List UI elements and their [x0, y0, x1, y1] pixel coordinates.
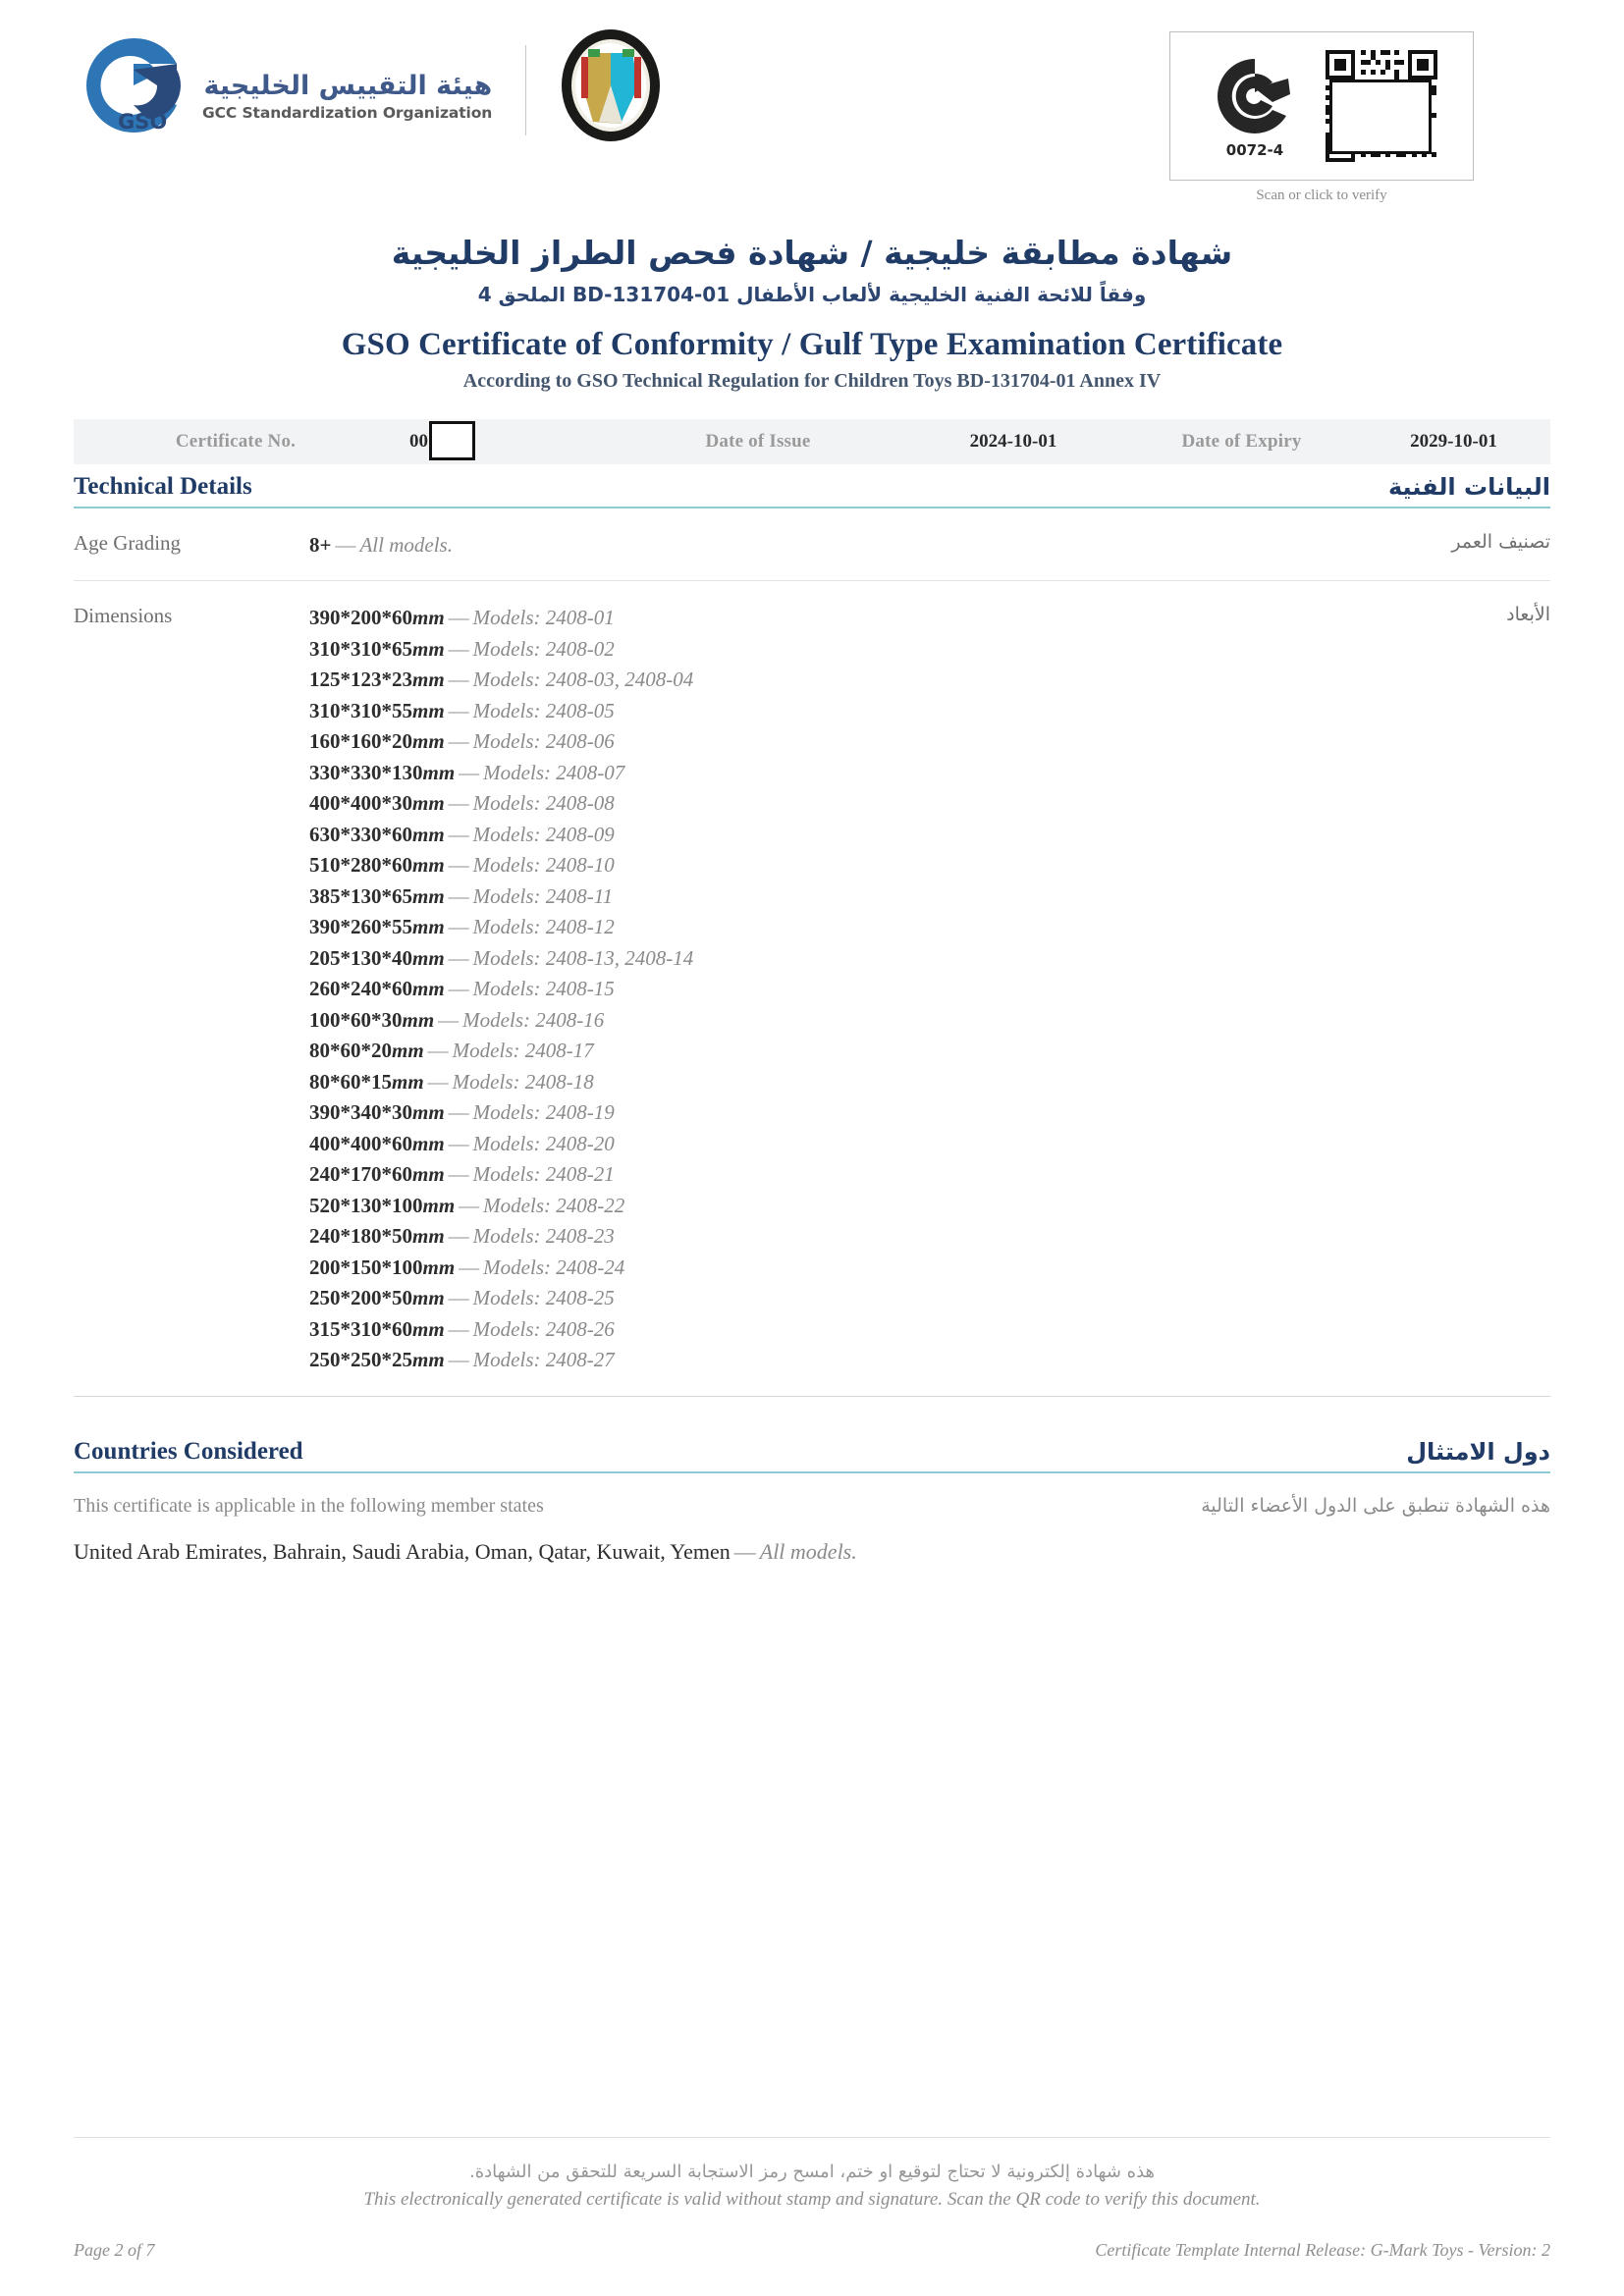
- technical-details-heading: [74, 464, 1550, 508]
- value-models: Models: 2408-20: [472, 1131, 615, 1155]
- value-unit: mm: [392, 1069, 424, 1094]
- value-models: Models: 2408-15: [472, 977, 615, 1001]
- technical-details-rows: [74, 508, 1550, 1397]
- gcc-emblem-icon: [560, 27, 662, 143]
- value-unit: mm: [422, 1255, 456, 1279]
- value-models: Models: 2408-18: [452, 1069, 594, 1094]
- value-line: [309, 974, 1305, 1005]
- value-line: [309, 1159, 1305, 1191]
- value-line: [309, 1221, 1305, 1253]
- value-models: Models: 2408-08: [472, 791, 615, 816]
- value-main: 630*330*60: [309, 822, 412, 846]
- table-row: [74, 581, 1550, 1397]
- value-main: 310*310*55: [309, 698, 412, 722]
- date-of-issue-value: 2024-10-01: [969, 430, 1057, 452]
- value-unit: mm: [412, 1162, 445, 1187]
- value-line: [309, 634, 1305, 666]
- value-dash: —: [448, 1162, 469, 1187]
- value-unit: mm: [412, 667, 445, 692]
- value-main: 200*150*100: [309, 1255, 423, 1279]
- value-dash: —: [427, 1039, 449, 1063]
- certificate-no-label: Certificate No.: [175, 430, 297, 452]
- value-models: Models: 2408-22: [483, 1193, 625, 1217]
- page-title-ar: شهادة مطابقة خليجية / شهادة فحص الطراز الخليجية: [391, 234, 1233, 272]
- value-dash: —: [448, 1286, 469, 1310]
- value-main: 400*400*30: [309, 791, 412, 816]
- value-line: [309, 1314, 1305, 1346]
- value-dash: —: [448, 1224, 469, 1249]
- value-dash: —: [448, 791, 469, 816]
- footer-note-en: This electronically generated certificate is valid without stamp and signature. Scan the QR code to verify this document.: [363, 2189, 1261, 2210]
- value-models: Models: 2408-09: [472, 822, 615, 846]
- value-line: [309, 1283, 1305, 1314]
- value-unit: mm: [412, 1316, 445, 1341]
- countries-dash: —: [733, 1538, 756, 1564]
- g-mark: [1204, 53, 1306, 159]
- verify-caption: Scan or click to verify: [1256, 187, 1387, 203]
- value-main: 315*310*60: [309, 1316, 412, 1341]
- certificate-no-redaction-box: [429, 421, 475, 460]
- value-line: [309, 1253, 1305, 1284]
- certificate-no-value: 00: [409, 430, 428, 452]
- footer-divider: [74, 2137, 1550, 2138]
- gso-org-name-en: GCC Standardization Organization: [202, 104, 493, 123]
- certificate-info-bar: [74, 419, 1550, 464]
- value-unit: mm: [412, 977, 445, 1001]
- date-of-issue-label-cell: [616, 431, 900, 453]
- verify-zone: [1169, 31, 1474, 204]
- page-number: Page 2 of 7: [74, 2240, 155, 2260]
- row-value: [309, 603, 1305, 1376]
- date-of-issue-value-cell: [900, 431, 1126, 453]
- g-mark-icon: [1212, 53, 1298, 139]
- value-unit: mm: [392, 1039, 424, 1063]
- value-main: 260*240*60: [309, 977, 412, 1001]
- row-label-ar: الأبعاد: [1506, 604, 1550, 626]
- page-footer: [74, 2137, 1550, 2261]
- value-models: Models: 2408-19: [472, 1100, 615, 1125]
- value-dash: —: [459, 1193, 480, 1217]
- countries-note-en: This certificate is applicable in the following member states: [74, 1494, 544, 1517]
- value-models: Models: 2408-13, 2408-14: [472, 945, 694, 970]
- value-line: [309, 1191, 1305, 1222]
- date-of-expiry-value: 2029-10-01: [1410, 430, 1497, 452]
- value-line: [309, 1036, 1305, 1067]
- value-dash: —: [448, 729, 469, 754]
- page-header: [74, 0, 1550, 211]
- page-title-en: GSO Certificate of Conformity / Gulf Type Examination Certificate: [341, 326, 1283, 362]
- value-main: 250*250*25: [309, 1348, 412, 1372]
- value-main: 205*130*40: [309, 945, 412, 970]
- table-row: [74, 508, 1550, 582]
- value-line: [309, 726, 1305, 758]
- countries-considered-heading: [74, 1429, 1550, 1473]
- value-models: Models: 2408-26: [472, 1316, 615, 1341]
- value-dash: —: [448, 606, 469, 630]
- value-dash: —: [448, 822, 469, 846]
- page-subtitle-en: According to GSO Technical Regulation for Children Toys BD-131704-01 Annex IV: [462, 369, 1162, 392]
- value-unit: mm: [412, 1100, 445, 1125]
- value-unit: mm: [412, 636, 445, 661]
- value-models: Models: 2408-07: [483, 760, 625, 784]
- countries-list-names: United Arab Emirates, Bahrain, Saudi Arabia, Oman, Qatar, Kuwait, Yemen: [74, 1538, 731, 1564]
- countries-list-suffix: All models.: [759, 1538, 857, 1564]
- row-label-ar: تصنيف العمر: [1451, 530, 1550, 553]
- value-models: Models: 2408-17: [452, 1039, 594, 1063]
- footer-bottom: [74, 2240, 1550, 2261]
- logo-divider: [525, 45, 526, 135]
- value-unit: mm: [412, 822, 445, 846]
- countries-heading-en: Countries Considered: [74, 1437, 303, 1465]
- value-dash: —: [448, 698, 469, 722]
- value-line: [309, 1345, 1305, 1376]
- value-dash: —: [448, 883, 469, 908]
- certificate-no-label-cell: [74, 431, 398, 453]
- value-main: 80*60*20: [309, 1039, 392, 1063]
- value-dash: —: [448, 853, 469, 878]
- technical-details-heading-ar: البيانات الفنية: [1388, 472, 1550, 501]
- value-main: 240*180*50: [309, 1224, 412, 1249]
- title-block: [74, 233, 1550, 393]
- certificate-no-value-cell: [398, 422, 616, 461]
- value-dash: —: [438, 1007, 460, 1032]
- row-value: [309, 530, 1305, 561]
- value-dash: —: [459, 1255, 480, 1279]
- value-models: Models: 2408-06: [472, 729, 615, 754]
- qr-code[interactable]: [1324, 48, 1439, 164]
- date-of-issue-label: Date of Issue: [705, 430, 811, 452]
- value-models: Models: 2408-05: [472, 698, 615, 722]
- value-dash: —: [448, 915, 469, 939]
- value-main: 390*200*60: [309, 606, 412, 630]
- gso-logo-icon: [79, 30, 189, 140]
- value-main: 400*400*60: [309, 1131, 412, 1155]
- date-of-expiry-value-cell: [1357, 431, 1550, 453]
- value-line: [309, 1005, 1305, 1037]
- value-dash: —: [448, 1100, 469, 1125]
- row-label-en: Age Grading: [74, 530, 182, 555]
- value-unit: mm: [422, 1193, 456, 1217]
- countries-heading-ar: دول الامتثال: [1406, 1437, 1550, 1466]
- date-of-expiry-label: Date of Expiry: [1181, 430, 1302, 452]
- verify-box[interactable]: [1169, 31, 1474, 181]
- value-main: 100*60*30: [309, 1007, 403, 1032]
- value-line: [309, 943, 1305, 975]
- gso-org-name-ar: هيئة التقييس الخليجية: [203, 70, 493, 101]
- value-main: 8+: [309, 532, 332, 557]
- value-dash: —: [448, 667, 469, 692]
- footer-note-ar: هذه شهادة إلكترونية لا تحتاج لتوقيع او ختم، امسح رمز الاستجابة السريعة للتحقق من الشهادة.: [468, 2161, 1156, 2182]
- value-line: [309, 603, 1305, 634]
- value-models: Models: 2408-10: [472, 853, 615, 878]
- value-models: Models: 2408-16: [462, 1007, 605, 1032]
- value-main: 80*60*15: [309, 1069, 392, 1094]
- value-line: [309, 850, 1305, 881]
- value-unit: mm: [412, 1131, 445, 1155]
- value-line: [309, 758, 1305, 789]
- value-line: [309, 530, 1305, 561]
- template-version: Certificate Template Internal Release: G-Mark Toys - Version: 2: [1095, 2240, 1550, 2260]
- value-unit: mm: [412, 853, 445, 878]
- value-unit: mm: [412, 729, 445, 754]
- value-main: 125*123*23: [309, 667, 412, 692]
- value-models: Models: 2408-01: [472, 606, 615, 630]
- value-models: Models: 2408-02: [472, 636, 615, 661]
- value-dash: —: [448, 1316, 469, 1341]
- value-unit: mm: [412, 883, 445, 908]
- value-unit: mm: [412, 606, 445, 630]
- value-main: 310*310*65: [309, 636, 412, 661]
- value-models: Models: 2408-21: [472, 1162, 615, 1187]
- value-models: Models: 2408-25: [472, 1286, 615, 1310]
- value-main: 240*170*60: [309, 1162, 412, 1187]
- value-models: Models: 2408-03, 2408-04: [472, 667, 694, 692]
- value-dash: —: [335, 532, 356, 557]
- value-line: [309, 881, 1305, 913]
- value-line: [309, 665, 1305, 696]
- value-main: 390*340*30: [309, 1100, 412, 1125]
- value-line: [309, 820, 1305, 851]
- value-unit: mm: [412, 1348, 445, 1372]
- value-models: Models: 2408-11: [472, 883, 614, 908]
- value-main: 520*130*100: [309, 1193, 423, 1217]
- date-of-expiry-label-cell: [1126, 431, 1357, 453]
- value-main: 330*330*130: [309, 760, 423, 784]
- countries-list: [74, 1539, 1550, 1565]
- value-dash: —: [448, 945, 469, 970]
- value-main: 390*260*55: [309, 915, 412, 939]
- value-line: [309, 912, 1305, 943]
- value-dash: —: [459, 760, 480, 784]
- value-dash: —: [448, 1348, 469, 1372]
- value-unit: mm: [412, 791, 445, 816]
- value-line: [309, 1129, 1305, 1160]
- value-dash: —: [427, 1069, 449, 1094]
- value-dash: —: [448, 636, 469, 661]
- page-subtitle-ar: وفقاً للائحة الفنية الخليجية لألعاب الأطفال BD-131704-01 الملحق 4: [477, 282, 1147, 306]
- gso-wordmark: [202, 49, 492, 122]
- value-unit: mm: [412, 1224, 445, 1249]
- value-line: [309, 696, 1305, 727]
- value-main: 385*130*65: [309, 883, 412, 908]
- gso-logo: [79, 30, 492, 140]
- g-mark-number: 0072-4: [1225, 141, 1284, 159]
- value-models: Models: 2408-12: [472, 915, 615, 939]
- value-models: Models: 2408-23: [472, 1224, 615, 1249]
- value-line: [309, 788, 1305, 820]
- technical-details-heading-en: Technical Details: [74, 472, 252, 500]
- value-unit: mm: [422, 760, 456, 784]
- value-unit: mm: [412, 915, 445, 939]
- value-line: [309, 1067, 1305, 1098]
- countries-note: [74, 1495, 1550, 1518]
- value-unit: mm: [412, 698, 445, 722]
- value-main: 510*280*60: [309, 853, 412, 878]
- value-unit: mm: [412, 1286, 445, 1310]
- logo-zone: [74, 0, 662, 143]
- value-unit: mm: [402, 1007, 435, 1032]
- value-dash: —: [448, 1131, 469, 1155]
- countries-note-ar: هذه الشهادة تنطبق على الدول الأعضاء التالية: [1201, 1494, 1550, 1517]
- value-dash: —: [448, 977, 469, 1001]
- value-models: All models.: [359, 532, 453, 557]
- qr-redaction-box: [1329, 80, 1432, 154]
- value-models: Models: 2408-24: [483, 1255, 625, 1279]
- value-line: [309, 1097, 1305, 1129]
- value-main: 160*160*20: [309, 729, 412, 754]
- svg-text:GSO: GSO: [118, 110, 168, 133]
- row-label-en: Dimensions: [74, 604, 173, 628]
- value-main: 250*200*50: [309, 1286, 412, 1310]
- value-unit: mm: [412, 945, 445, 970]
- value-models: Models: 2408-27: [472, 1348, 615, 1372]
